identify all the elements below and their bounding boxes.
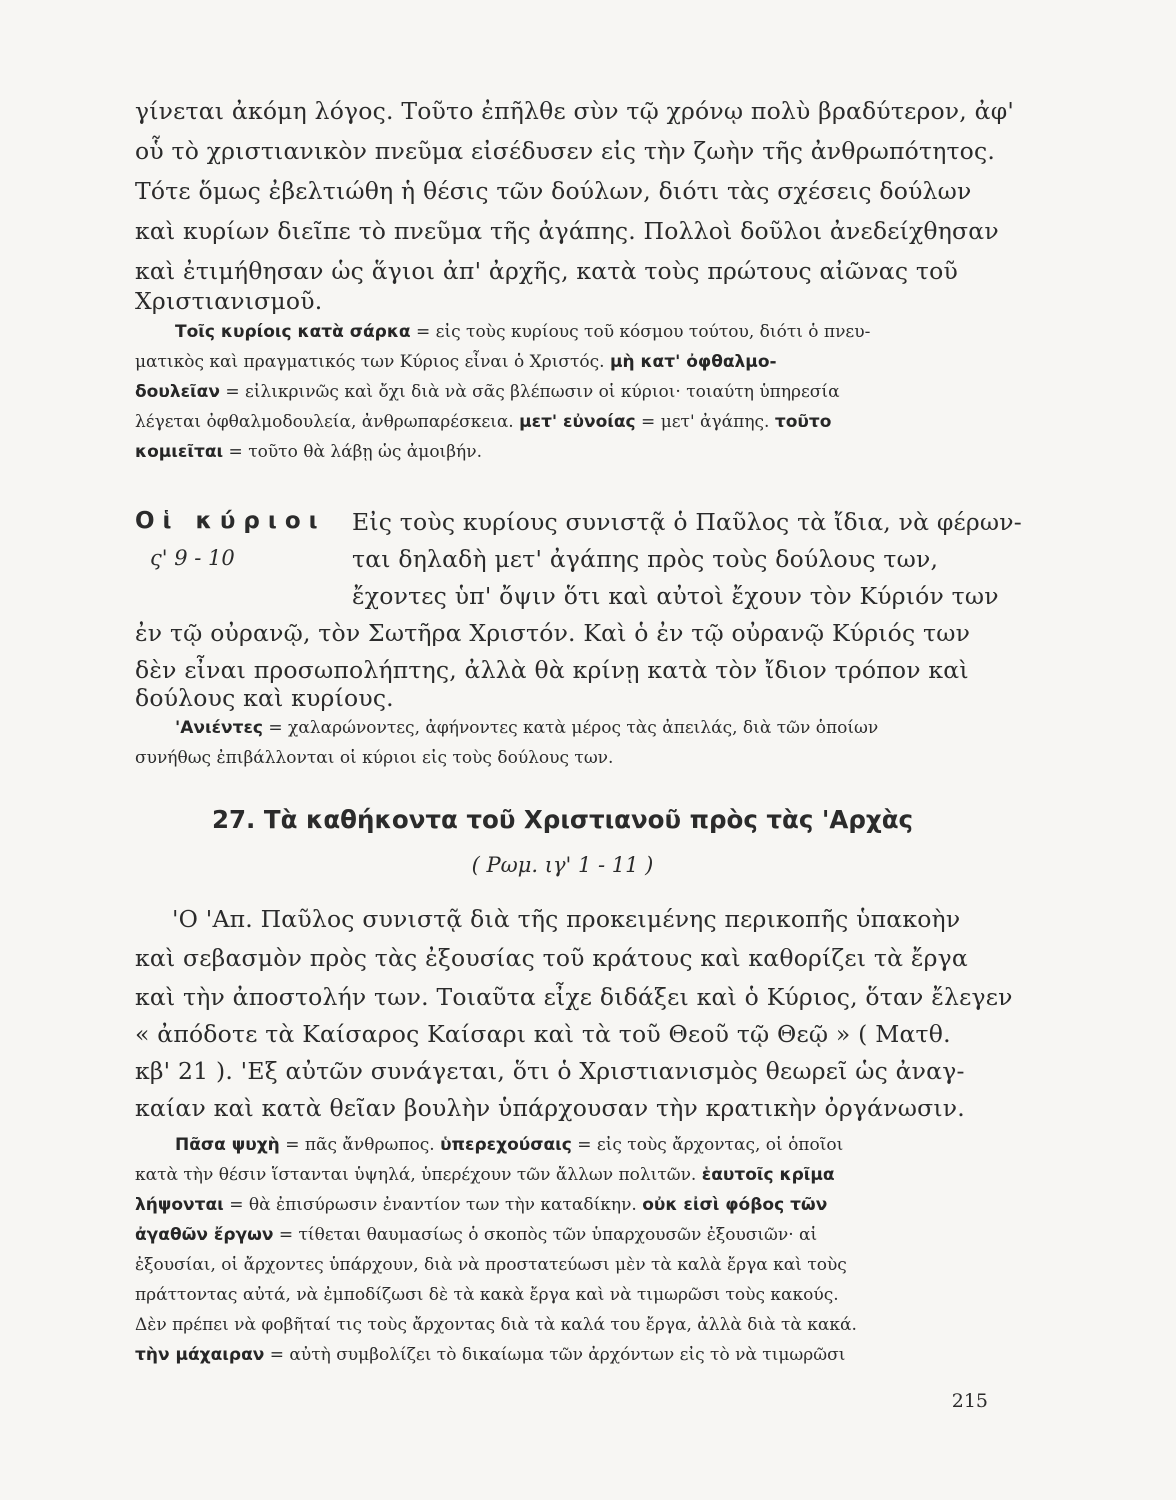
note-line xyxy=(135,1195,990,1215)
note-line xyxy=(135,412,990,432)
text-line: καὶ ἐτιμήθησαν ὡς ἅγιοι ἀπ' ἀρχῆς, κατὰ τοὺς πρώτους αἰῶνας τοῦ xyxy=(135,257,958,285)
note-line xyxy=(135,352,990,372)
text-line: ται δηλαδὴ μετ' ἀγάπης πρὸς τοὺς δούλους των, xyxy=(352,545,939,573)
section-reference: ς' 9 - 10 xyxy=(150,546,235,570)
note-line xyxy=(135,1345,990,1365)
note-definition: = εἰλικρινῶς καὶ ὄχι διὰ νὰ σᾶς βλέπωσιν οἱ κύριοι· τοιαύτη ὑπηρεσία xyxy=(225,382,840,402)
note-term: μὴ κατ' ὀφθαλμο- xyxy=(609,352,777,372)
note-term: ὑπερεχούσαις xyxy=(440,1135,572,1155)
text-line: ἐν τῷ οὐρανῷ, τὸν Σωτῆρα Χριστόν. Καὶ ὁ ἐν τῷ οὐρανῷ Κύριός των xyxy=(135,619,971,647)
note-line xyxy=(135,1225,990,1245)
note-term: ἑαυτοῖς κρῖμα xyxy=(701,1165,835,1185)
note-term: δουλεῖαν xyxy=(135,382,220,402)
section-label: Οἱ κύριοι xyxy=(135,508,326,534)
text-line: Χριστιανισμοῦ. xyxy=(135,287,323,315)
note-definition: ματικὸς καὶ πραγματικός των Κύριος εἶναι ὁ Χριστός. xyxy=(135,352,605,372)
note-term: λήψονται xyxy=(135,1195,224,1215)
note-line xyxy=(175,718,990,738)
note-line xyxy=(135,442,990,462)
text-line: καίαν καὶ κατὰ θεῖαν βουλὴν ὑπάρχουσαν τὴν κρατικὴν ὀργάνωσιν. xyxy=(135,1094,965,1122)
note-term: Πᾶσα ψυχὴ xyxy=(175,1135,280,1155)
note-line: ἐξουσίαι, οἱ ἄρχοντες ὑπάρχουν, διὰ νὰ προστατεύωσι μὲν τὰ καλὰ ἔργα καὶ τοὺς xyxy=(135,1255,847,1275)
note-definition: λέγεται ὀφθαλμοδουλεία, ἀνθρωπαρέσκεια. xyxy=(135,412,514,432)
text-line: οὗ τὸ χριστιανικὸν πνεῦμα εἰσέδυσεν εἰς τὴν ζωὴν τῆς ἀνθρωπότητος. xyxy=(135,137,996,165)
text-line: γίνεται ἀκόμη λόγος. Τοῦτο ἐπῆλθε σὺν τῷ χρόνῳ πολὺ βραδύτερον, ἀφ' xyxy=(135,97,1015,125)
text-line: Τότε ὅμως ἐβελτιώθη ἡ θέσις τῶν δούλων, διότι τὰς σχέσεις δούλων xyxy=(135,177,972,205)
section-heading: 27. Τὰ καθήκοντα τοῦ Χριστιανοῦ πρὸς τὰς 'Αρχὰς xyxy=(211,805,914,834)
note-definition: = πᾶς ἄνθρωπος. xyxy=(285,1135,435,1155)
note-line xyxy=(135,382,990,402)
text-line: κβ' 21 ). 'Εξ αὐτῶν συνάγεται, ὅτι ὁ Χριστιανισμὸς θεωρεῖ ὡς ἀναγ- xyxy=(135,1057,965,1085)
note-term: 'Ανιέντες xyxy=(175,718,263,738)
note-definition: = μετ' ἀγάπης. xyxy=(641,412,770,432)
text-line: δούλους καὶ κυρίους. xyxy=(135,684,394,712)
note-term: Τοῖς κυρίοις κατὰ σάρκα xyxy=(175,322,411,342)
note-term: τὴν μάχαιραν xyxy=(135,1345,265,1365)
text-line: δὲν εἶναι προσωπολήπτης, ἀλλὰ θὰ κρίνῃ κατὰ τὸν ἴδιον τρόπον καὶ xyxy=(135,656,969,684)
note-definition: = χαλαρώνοντες, ἀφήνοντες κατὰ μέρος τὰς ἀπειλάς, διὰ τῶν ὁποίων xyxy=(268,718,879,738)
note-definition: = τίθεται θαυμασίως ὁ σκοπὸς τῶν ὑπαρχουσῶν ἐξουσιῶν· αἱ xyxy=(278,1225,818,1245)
note-line: πράττοντας αὐτά, νὰ ἐμποδίζωσι δὲ τὰ κακὰ ἔργα καὶ νὰ τιμωρῶσι τοὺς κακούς. xyxy=(135,1285,839,1305)
note-line: Δὲν πρέπει νὰ φοβῆταί τις τοὺς ἄρχοντας διὰ τὰ καλά του ἔργα, ἀλλὰ διὰ τὰ κακά. xyxy=(135,1315,857,1335)
note-definition: = θὰ ἐπισύρωσιν ἐναντίον των τὴν καταδίκην. xyxy=(229,1195,637,1215)
note-term: κομιεῖται xyxy=(135,442,224,462)
text-line: καὶ σεβασμὸν πρὸς τὰς ἐξουσίας τοῦ κράτους καὶ καθορίζει τὰ ἔργα xyxy=(135,944,968,972)
text-line: « ἀπόδοτε τὰ Καίσαρος Καίσαρι καὶ τὰ τοῦ Θεοῦ τῷ Θεῷ » ( Ματθ. xyxy=(135,1020,951,1048)
page-number: 215 xyxy=(951,1390,988,1412)
text-line: ἔχοντες ὑπ' ὄψιν ὅτι καὶ αὐτοὶ ἔχουν τὸν Κύριόν των xyxy=(352,582,999,610)
note-definition: = αὐτὴ συμβολίζει τὸ δικαίωμα τῶν ἀρχόντων εἰς τὸ νὰ τιμωρῶσι xyxy=(269,1345,846,1365)
note-definition: κατὰ τὴν θέσιν ἵστανται ὑψηλά, ὑπερέχουν τῶν ἄλλων πολιτῶν. xyxy=(135,1165,697,1185)
text-line: καὶ τὴν ἀποστολήν των. Τοιαῦτα εἶχε διδάξει καὶ ὁ Κύριος, ὅταν ἔλεγεν xyxy=(135,983,1013,1011)
text-line: Εἰς τοὺς κυρίους συνιστᾷ ὁ Παῦλος τὰ ἴδια, νὰ φέρων- xyxy=(352,508,1022,536)
note-line xyxy=(135,1165,990,1185)
note-term: οὐκ εἰσὶ φόβος τῶν xyxy=(642,1195,828,1215)
note-line: συνήθως ἐπιβάλλονται οἱ κύριοι εἰς τοὺς δούλους των. xyxy=(135,748,614,768)
note-definition: = εἰς τοὺς κυρίους τοῦ κόσμου τούτου, διότι ὁ πνευ- xyxy=(416,322,871,342)
note-term: μετ' εὐνοίας xyxy=(519,412,636,432)
note-term: τοῦτο xyxy=(774,412,832,432)
note-definition: = τοῦτο θὰ λάβῃ ὡς ἀμοιβήν. xyxy=(228,442,482,462)
note-line xyxy=(175,1135,990,1155)
section-subheading: ( Ρωμ. ιγ' 1 - 11 ) xyxy=(471,853,654,877)
note-term: ἀγαθῶν ἔργων xyxy=(135,1225,274,1245)
note-definition: = εἰς τοὺς ἄρχοντας, οἱ ὁποῖοι xyxy=(577,1135,844,1155)
text-line: καὶ κυρίων διεῖπε τὸ πνεῦμα τῆς ἀγάπης. Πολλοὶ δοῦλοι ἀνεδείχθησαν xyxy=(135,217,999,245)
text-line: 'Ο 'Απ. Παῦλος συνιστᾷ διὰ τῆς προκειμένης περικοπῆς ὑπακοὴν xyxy=(172,905,961,933)
note-line xyxy=(175,322,990,342)
